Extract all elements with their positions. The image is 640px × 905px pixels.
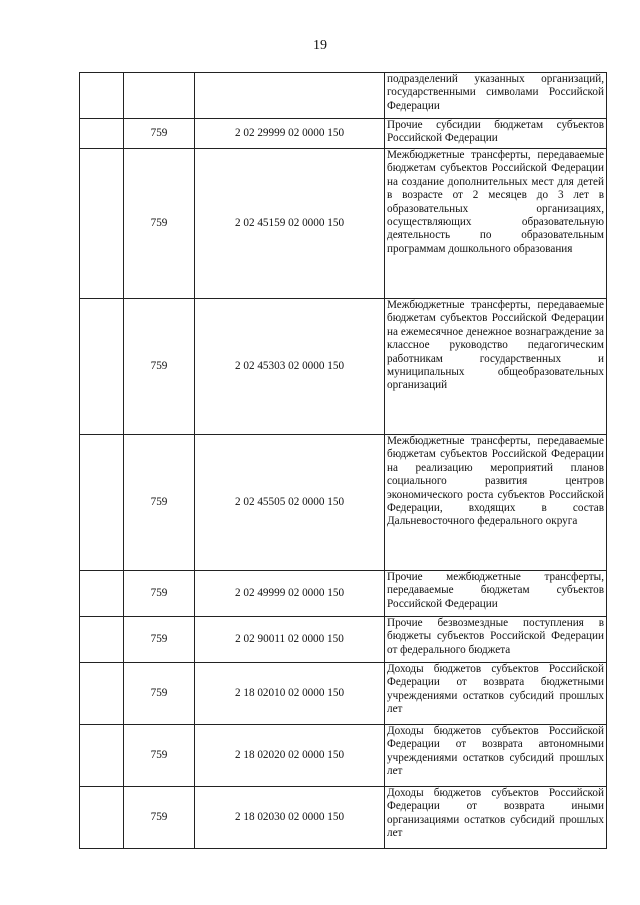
admin-code-cell: 759 xyxy=(124,571,195,617)
table-row xyxy=(80,571,607,617)
admin-code-cell: 759 xyxy=(124,617,195,663)
empty-cell xyxy=(80,119,124,149)
budget-code-cell: 2 18 02010 02 0000 150 xyxy=(195,663,385,725)
revenue-name-cell: Межбюджетные трансферты, передаваемые бюджетам субъектов Российской Федерации на реализацию мероприятий планов социального развития центров экономического роста субъектов Российской Федерации, входящих в состав Дальневосточного федерального округа xyxy=(385,435,607,571)
empty-cell xyxy=(80,787,124,849)
budget-code-cell: 2 02 90011 02 0000 150 xyxy=(195,617,385,663)
empty-cell xyxy=(80,435,124,571)
budget-code-cell: 2 02 49999 02 0000 150 xyxy=(195,571,385,617)
revenue-name-cell: Прочие безвозмездные поступления в бюджеты субъектов Российской Федерации от федерального бюджета xyxy=(385,617,607,663)
table-row xyxy=(80,617,607,663)
empty-cell xyxy=(80,617,124,663)
table-row xyxy=(80,149,607,299)
admin-code-cell: 759 xyxy=(124,725,195,787)
page-number: 19 xyxy=(313,38,327,53)
admin-code-cell: 759 xyxy=(124,663,195,725)
empty-cell xyxy=(80,73,124,119)
empty-cell xyxy=(80,663,124,725)
table-row xyxy=(80,663,607,725)
table-row xyxy=(80,435,607,571)
revenue-name-cell: Доходы бюджетов субъектов Российской Федерации от возврата бюджетными учреждениями остатков субсидий прошлых лет xyxy=(385,663,607,725)
budget-code-cell: 2 18 02020 02 0000 150 xyxy=(195,725,385,787)
revenue-name-cell: Межбюджетные трансферты, передаваемые бюджетам субъектов Российской Федерации на создание дополнительных мест для детей в возрасте от 2 месяцев до 3 лет в образовательных организациях, осуществляющих образовательную деятельность по образовательным программам дошкольного образования xyxy=(385,149,607,299)
empty-cell xyxy=(80,571,124,617)
admin-code-cell: 759 xyxy=(124,435,195,571)
empty-cell xyxy=(80,299,124,435)
empty-cell xyxy=(80,149,124,299)
budget-code-cell: 2 18 02030 02 0000 150 xyxy=(195,787,385,849)
budget-code-cell: 2 02 45505 02 0000 150 xyxy=(195,435,385,571)
admin-code-cell: 759 xyxy=(124,149,195,299)
admin-code-cell: 759 xyxy=(124,299,195,435)
table-row xyxy=(80,725,607,787)
budget-code-cell: 2 02 45303 02 0000 150 xyxy=(195,299,385,435)
revenue-name-cell: Прочие субсидии бюджетам субъектов Российской Федерации xyxy=(385,119,607,149)
admin-code-cell: 759 xyxy=(124,787,195,849)
budget-code-cell xyxy=(195,73,385,119)
budget-classification-table xyxy=(79,72,607,849)
empty-cell xyxy=(80,725,124,787)
table-row xyxy=(80,787,607,849)
admin-code-cell: 759 xyxy=(124,119,195,149)
revenue-name-cell: Доходы бюджетов субъектов Российской Федерации от возврата иными организациями остатков субсидий прошлых лет xyxy=(385,787,607,849)
table-row xyxy=(80,119,607,149)
revenue-name-cell: подразделений указанных организаций, государственными символами Российской Федерации xyxy=(385,73,607,119)
admin-code-cell xyxy=(124,73,195,119)
budget-code-cell: 2 02 29999 02 0000 150 xyxy=(195,119,385,149)
revenue-name-cell: Доходы бюджетов субъектов Российской Федерации от возврата автономными учреждениями остатков субсидий прошлых лет xyxy=(385,725,607,787)
revenue-name-cell: Прочие межбюджетные трансферты, передаваемые бюджетам субъектов Российской Федерации xyxy=(385,571,607,617)
table-row xyxy=(80,73,607,119)
table-row xyxy=(80,299,607,435)
budget-code-cell: 2 02 45159 02 0000 150 xyxy=(195,149,385,299)
revenue-name-cell: Межбюджетные трансферты, передаваемые бюджетам субъектов Российской Федерации на ежемесячное денежное вознаграждение за классное руководство педагогическим работникам государственных и муниципальных общеобразовательных организаций xyxy=(385,299,607,435)
